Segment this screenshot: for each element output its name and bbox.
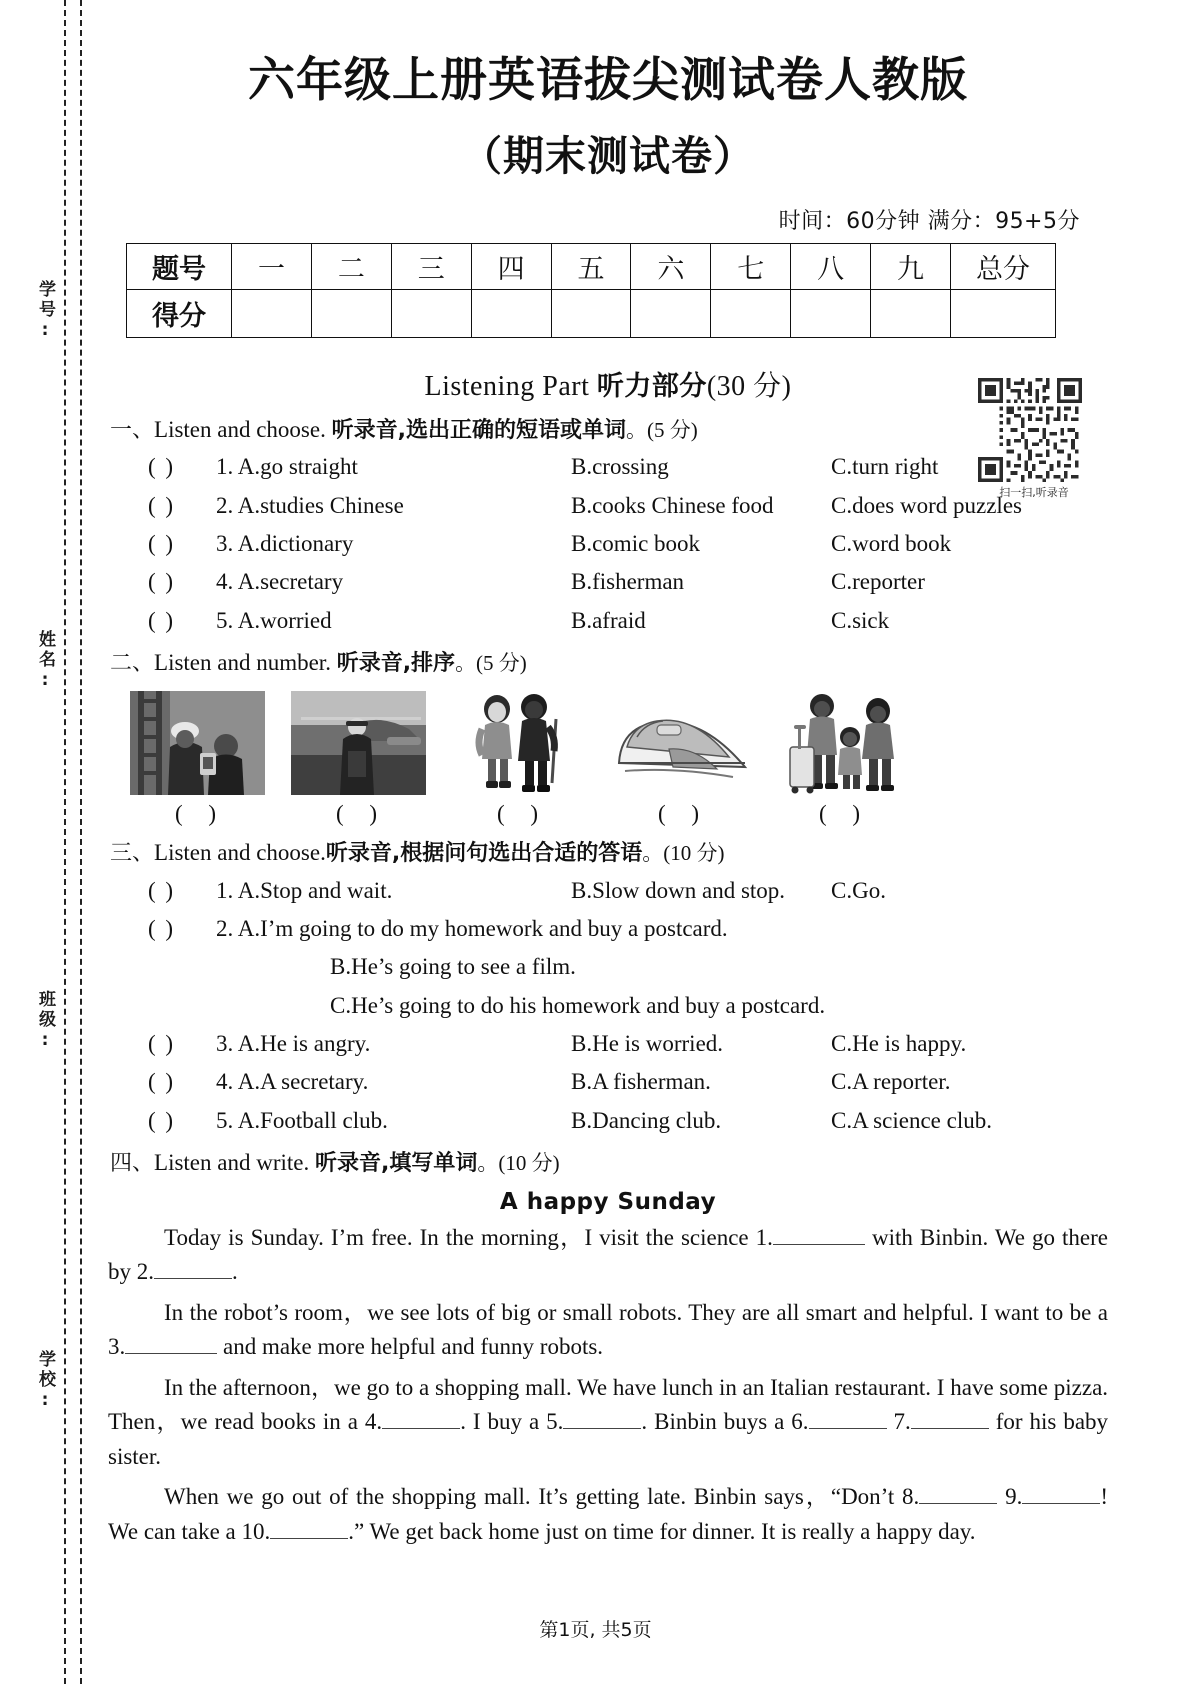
- family-with-luggage-illustration: [774, 691, 909, 795]
- answer-bracket[interactable]: ( ): [148, 454, 176, 480]
- score-table-col-total: 总分: [951, 243, 1056, 289]
- option-a[interactable]: [216, 1104, 571, 1137]
- picture-item: [452, 691, 587, 827]
- section-4-en: Listen and write.: [154, 1149, 315, 1175]
- section-2-points: 。(5 分): [455, 651, 527, 676]
- option-a-text: A.Stop and wait.: [237, 877, 393, 903]
- answer-blank-5[interactable]: [563, 1406, 641, 1429]
- answer-bracket[interactable]: ( ): [148, 531, 176, 557]
- question-number: 4.: [216, 1069, 234, 1095]
- question-row[interactable]: [108, 1027, 1108, 1060]
- section-3-number: 三、: [110, 840, 155, 866]
- question-row[interactable]: [108, 874, 1108, 907]
- score-cell-5[interactable]: [551, 289, 631, 337]
- picture-answer-bracket[interactable]: ( ): [496, 800, 549, 826]
- option-b[interactable]: B.comic book: [571, 531, 701, 557]
- section-4-cn: 听录音,填写单词: [314, 1150, 478, 1176]
- high-speed-train-illustration: [613, 691, 748, 795]
- passage-title: A happy Sunday: [499, 1188, 717, 1215]
- score-table-col-1: 一: [232, 243, 312, 289]
- option-b[interactable]: B.Slow down and stop.: [571, 877, 786, 903]
- exam-meta-info: 时间：60分钟 满分：95+5分: [778, 208, 1080, 234]
- question-number: 5.: [216, 1107, 234, 1133]
- question-number: 3.: [216, 531, 234, 557]
- option-a-text: A.go straight: [237, 454, 358, 480]
- passage-text: really a happy day.: [802, 1518, 976, 1544]
- binding-dash-line-outer: [64, 0, 66, 1684]
- passage-paragraph-4: [108, 1480, 1108, 1549]
- option-c[interactable]: C.A science club.: [831, 1107, 992, 1133]
- picture-answer-bracket[interactable]: ( ): [657, 800, 710, 826]
- score-table-col-4: 四: [471, 243, 551, 289]
- passage-text: We go there by 2.: [108, 1224, 1109, 1285]
- passage-text: have some pizza. Then，we read books in a 4.: [108, 1374, 1109, 1435]
- listening-part-header-points: (30 分): [706, 370, 792, 402]
- option-c[interactable]: C.He’s going to do his homework and buy a postcard.: [330, 992, 826, 1018]
- question-number: 2.: [216, 492, 234, 518]
- question-number: 5.: [216, 607, 234, 633]
- two-hikers-illustration: [452, 691, 587, 795]
- section-1-title: [110, 414, 1108, 446]
- option-a[interactable]: [216, 527, 571, 560]
- question-number: 3.: [216, 1030, 234, 1056]
- option-b[interactable]: B.cooks Chinese food: [571, 492, 774, 518]
- question-row[interactable]: [108, 450, 1108, 483]
- answer-bracket[interactable]: ( ): [148, 492, 176, 518]
- option-a[interactable]: [216, 604, 571, 637]
- passage-text: 7.: [893, 1409, 911, 1435]
- section-2-cn: 听录音,排序: [336, 651, 456, 677]
- answer-bracket[interactable]: ( ): [148, 915, 176, 941]
- score-table-score-row: [127, 289, 1056, 337]
- score-table-col-3: 三: [391, 243, 471, 289]
- passage-text: . I buy a 5.: [460, 1409, 564, 1435]
- section-3-en: Listen and choose.: [154, 839, 326, 865]
- passage-text: ! We can take a 10.: [108, 1484, 1108, 1544]
- answer-bracket[interactable]: ( ): [148, 1107, 176, 1133]
- picture-ordering-strip: [130, 691, 1108, 827]
- listening-part-header: [108, 364, 1108, 404]
- picture-answer-bracket[interactable]: ( ): [174, 800, 227, 826]
- pilot-helicopter-photo: [291, 691, 426, 795]
- option-b[interactable]: B.He is worried.: [571, 1030, 724, 1056]
- section-1-number: 一、: [110, 417, 155, 443]
- option-b[interactable]: B.fisherman: [571, 569, 685, 595]
- option-b[interactable]: B.A fisherman.: [571, 1069, 711, 1095]
- section-2-number: 二、: [110, 651, 155, 677]
- passage-text: Today is Sunday. I’m free. In the morning，I visit the science 1.: [164, 1224, 773, 1250]
- passage-text: When we go out of the shopping mall. It’s getting late. Binbin says，“Don’t 8.: [164, 1484, 920, 1510]
- section-4-points: 。(10 分): [477, 1150, 560, 1175]
- passage-text: .: [232, 1259, 238, 1285]
- section-1-en: Listen and choose.: [154, 416, 332, 442]
- score-table-col-7: 七: [711, 243, 791, 289]
- option-a[interactable]: [216, 489, 571, 522]
- answer-bracket[interactable]: ( ): [148, 569, 176, 595]
- score-table-col-6: 六: [631, 243, 711, 289]
- passage-text: and make more helpful and funny robots.: [223, 1334, 604, 1360]
- question-number: 1.: [216, 454, 234, 480]
- question-row[interactable]: [108, 489, 1108, 522]
- section-4-number: 四、: [110, 1150, 155, 1176]
- qr-code-caption: 扫一扫,听录音: [999, 486, 1069, 499]
- option-a[interactable]: [216, 1065, 571, 1098]
- option-a[interactable]: [216, 912, 728, 945]
- passage-text: .” We get back home just on time for dinner. It is: [348, 1518, 797, 1544]
- score-table-header-row: [127, 243, 1056, 289]
- score-table-col-9: 九: [871, 243, 951, 289]
- answer-blank-3[interactable]: [125, 1331, 217, 1354]
- passage-paragraph-2: [108, 1296, 1108, 1365]
- score-cell-8[interactable]: [791, 289, 871, 337]
- answer-blank-1[interactable]: [773, 1222, 865, 1245]
- score-cell-1[interactable]: [232, 289, 312, 337]
- score-table-col-5: 五: [551, 243, 631, 289]
- score-cell-total[interactable]: [951, 289, 1056, 337]
- page-title: 六年级上册英语拔尖测试卷人教版: [248, 53, 968, 108]
- section-1-points: 。(5 分): [625, 417, 698, 442]
- question-row[interactable]: [108, 1065, 1108, 1098]
- score-table-col-2: 二: [311, 243, 391, 289]
- option-c[interactable]: C.does word puzzles: [831, 492, 1022, 518]
- score-cell-3[interactable]: [391, 289, 471, 337]
- passage-text: . Binbin buys a: [641, 1409, 785, 1435]
- section-1-cn: 听录音,选出正确的短语或单词: [331, 417, 626, 443]
- picture-item: [130, 691, 265, 827]
- option-c[interactable]: C.turn right: [831, 454, 939, 480]
- page-subtitle: （期末测试卷）: [461, 131, 755, 180]
- picture-item: [613, 691, 748, 827]
- section-3-cn: 听录音,根据问句选出合适的答语: [325, 840, 643, 866]
- option-a[interactable]: [216, 565, 571, 598]
- passage-text: In the robot’s room，we see lots of big or small robots. They are all smart and helpful. I: [164, 1299, 988, 1325]
- question-row[interactable]: [108, 1104, 1108, 1137]
- option-b[interactable]: B.afraid: [571, 607, 646, 633]
- passage-paragraph-3: [108, 1371, 1108, 1475]
- answer-blank-2[interactable]: [154, 1256, 232, 1279]
- section-3-title: [110, 837, 1108, 869]
- score-cell-9[interactable]: [871, 289, 951, 337]
- firefighter-rescue-photo: [130, 691, 265, 795]
- score-table: [126, 243, 1056, 338]
- answer-bracket[interactable]: ( ): [148, 1030, 176, 1056]
- picture-answer-bracket[interactable]: ( ): [335, 800, 388, 826]
- score-table-label-question: 题号: [127, 243, 232, 289]
- binding-dash-line-inner: [80, 0, 82, 1684]
- passage-text: with Binbin.: [871, 1224, 989, 1250]
- margin-label-student-id: 学号:: [35, 280, 55, 343]
- answer-blank-8[interactable]: [919, 1481, 997, 1504]
- option-c[interactable]: C.He is happy.: [831, 1030, 967, 1056]
- option-a-text: A.worried: [237, 607, 332, 633]
- audio-qr-code-block[interactable]: [978, 378, 1090, 500]
- option-a-text: A.dictionary: [237, 531, 354, 557]
- margin-label-name: 姓名:: [35, 630, 55, 693]
- picture-item: [291, 691, 426, 827]
- answer-bracket[interactable]: ( ): [148, 1069, 176, 1095]
- answer-blank-6[interactable]: [809, 1406, 887, 1429]
- option-b[interactable]: B.crossing: [571, 454, 669, 480]
- passage-text: for his baby sister.: [108, 1409, 1109, 1469]
- passage-text: 9.: [1005, 1484, 1023, 1510]
- listening-part-header-cn: 听力部分: [596, 370, 707, 402]
- option-a[interactable]: [216, 450, 571, 483]
- question-row[interactable]: [108, 565, 1108, 598]
- question-number: 2.: [216, 915, 234, 941]
- question-row[interactable]: [108, 912, 1108, 945]
- answer-blank-9[interactable]: [1022, 1481, 1100, 1504]
- option-c[interactable]: C.A reporter.: [831, 1069, 951, 1095]
- question-number: 1.: [216, 877, 234, 903]
- answer-blank-10[interactable]: [270, 1516, 348, 1539]
- margin-label-school: 学校:: [35, 1350, 55, 1413]
- option-b[interactable]: B.Dancing club.: [571, 1107, 722, 1133]
- answer-blank-7[interactable]: [911, 1406, 989, 1429]
- question-row[interactable]: [108, 527, 1108, 560]
- option-a[interactable]: [216, 874, 571, 907]
- score-table-label-score: 得分: [127, 289, 232, 337]
- passage-text: 6.: [791, 1409, 809, 1435]
- option-c[interactable]: C.Go.: [831, 877, 886, 903]
- margin-label-class: 班级:: [35, 990, 55, 1053]
- option-a-text: A.I’m going to do my homework and buy a postcard.: [237, 915, 728, 941]
- option-a-text: A.studies Chinese: [237, 492, 404, 518]
- section-2-en: Listen and number.: [154, 650, 337, 676]
- listening-part-header-en: Listening Part: [424, 370, 597, 402]
- option-b[interactable]: B.He’s going to see a film.: [330, 954, 576, 980]
- option-c[interactable]: C.sick: [831, 607, 890, 633]
- question-row[interactable]: [108, 604, 1108, 637]
- option-a-text: A.A secretary.: [237, 1069, 369, 1095]
- picture-item: [774, 691, 909, 827]
- margin-label-group: [22, 0, 62, 1684]
- page-footer: 第1页, 共5页: [539, 1619, 652, 1641]
- section-4-title: [110, 1147, 1108, 1179]
- option-c[interactable]: C.word book: [831, 531, 952, 557]
- answer-blank-4[interactable]: [382, 1406, 460, 1429]
- picture-answer-bracket[interactable]: ( ): [818, 800, 871, 826]
- passage-text: In the afternoon，we go to a shopping mall. We have lunch in an Italian restaurant. I: [164, 1374, 945, 1400]
- passage-paragraph-1: [108, 1221, 1108, 1290]
- option-c[interactable]: C.reporter: [831, 569, 925, 595]
- option-a-text: A.He is angry.: [237, 1030, 371, 1056]
- section-2-title: [110, 647, 1108, 679]
- score-cell-4[interactable]: [471, 289, 551, 337]
- exam-page: [108, 0, 1108, 1684]
- qr-code-icon[interactable]: [978, 378, 1082, 482]
- passage-text: want to be a 3.: [108, 1299, 1108, 1360]
- score-table-col-8: 八: [791, 243, 871, 289]
- score-cell-6[interactable]: [631, 289, 711, 337]
- option-a-text: A.Football club.: [237, 1107, 388, 1133]
- answer-bracket[interactable]: ( ): [148, 877, 176, 903]
- passage-body: [108, 1221, 1108, 1550]
- section-3-points: 。(10 分): [642, 840, 725, 865]
- score-cell-7[interactable]: [711, 289, 791, 337]
- option-a[interactable]: [216, 1027, 571, 1060]
- option-a-text: A.secretary: [237, 569, 344, 595]
- answer-bracket[interactable]: ( ): [148, 607, 176, 633]
- score-cell-2[interactable]: [311, 289, 391, 337]
- question-number: 4.: [216, 569, 234, 595]
